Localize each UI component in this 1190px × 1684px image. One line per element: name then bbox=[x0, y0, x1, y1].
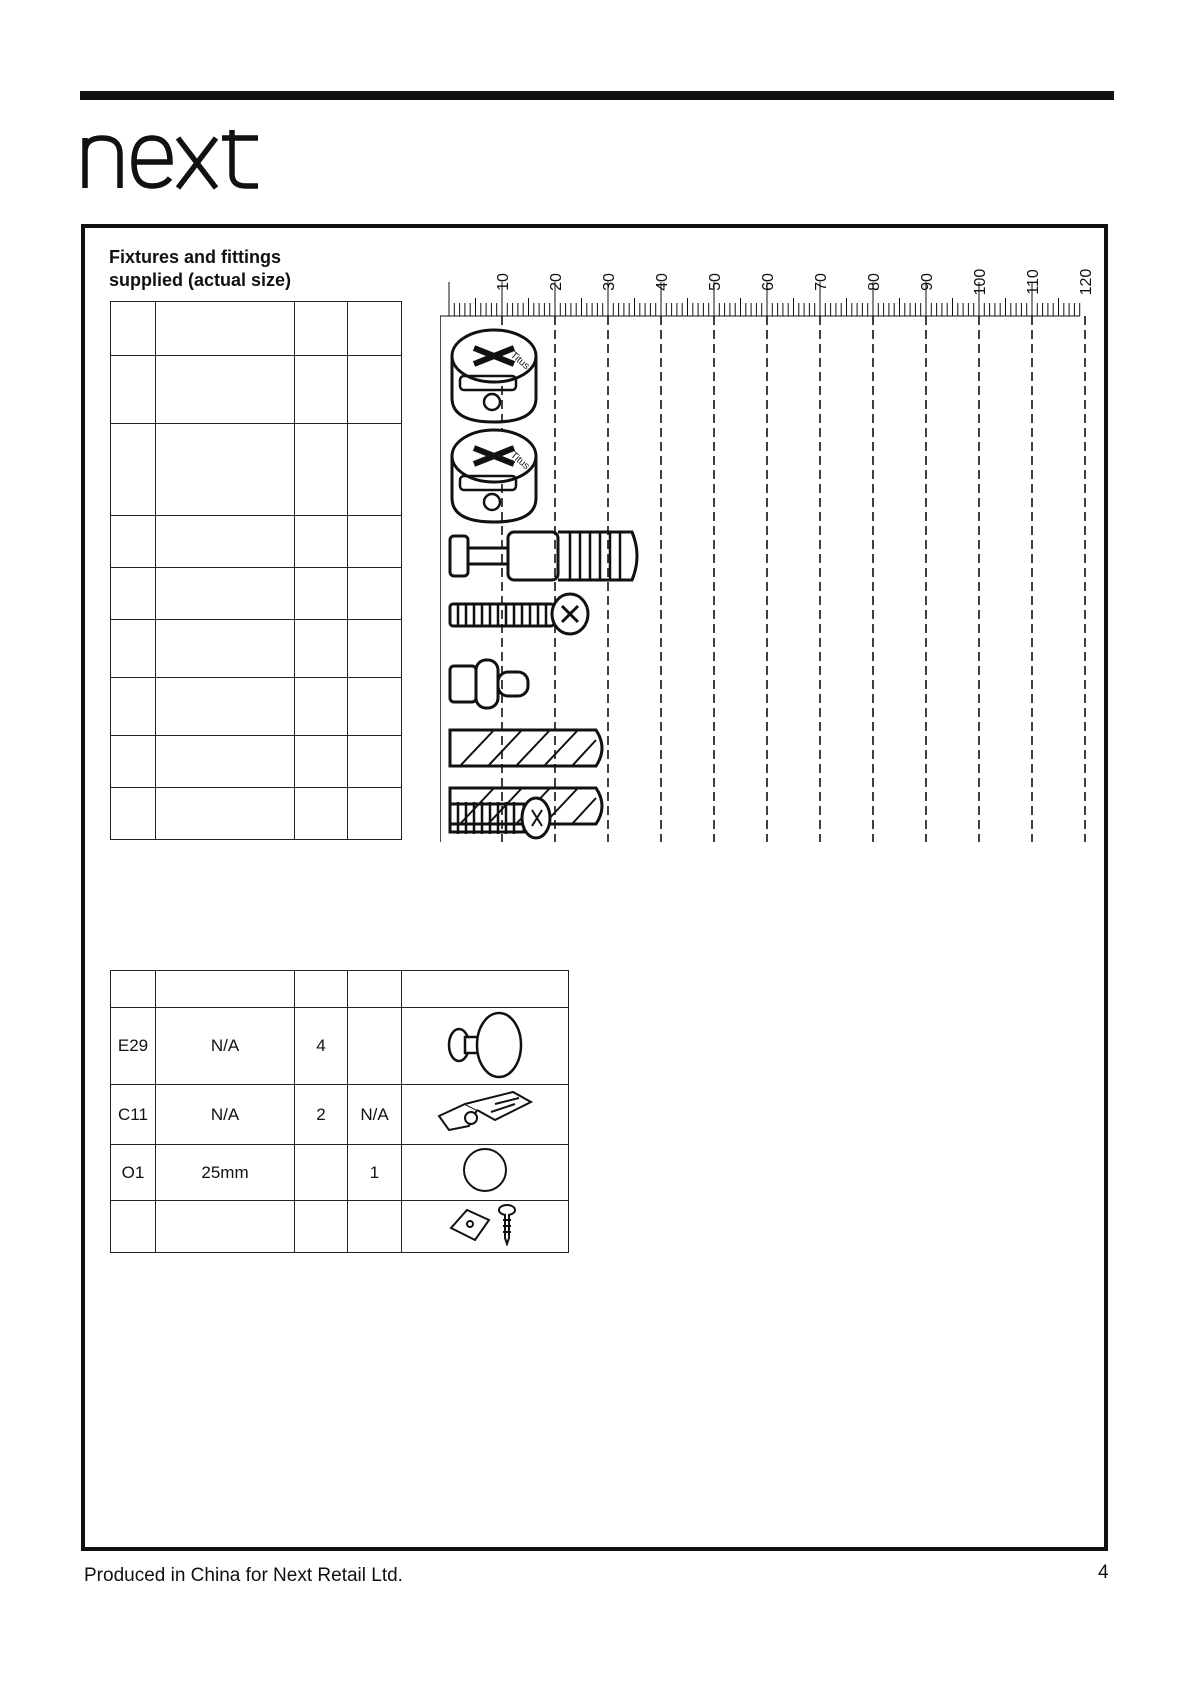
cell-size: N/A bbox=[156, 1085, 295, 1145]
ruler-label: 60 bbox=[760, 273, 777, 291]
cell-qty: 2 bbox=[295, 1085, 348, 1145]
cell-qty bbox=[295, 1145, 348, 1201]
cell-qty bbox=[295, 424, 348, 516]
cell-code bbox=[111, 568, 156, 620]
cell-qty bbox=[295, 568, 348, 620]
cell-qty bbox=[295, 788, 348, 840]
cell-size bbox=[156, 516, 295, 568]
cam-lock-icon bbox=[452, 330, 536, 422]
fixtures-heading bbox=[109, 246, 291, 292]
cell-size bbox=[156, 678, 295, 736]
ruler-label: 70 bbox=[813, 273, 830, 291]
connecting-bolt-icon bbox=[450, 532, 637, 580]
cell-qty bbox=[295, 620, 348, 678]
cell-size bbox=[156, 1201, 295, 1253]
cell-extra bbox=[348, 302, 402, 356]
cell-code bbox=[111, 971, 156, 1008]
footer-credit: Produced in China for Next Retail Ltd. bbox=[84, 1565, 403, 1586]
cell-size bbox=[156, 302, 295, 356]
svg-text:Titus: Titus bbox=[508, 349, 532, 372]
ruler-label: 20 bbox=[548, 273, 565, 291]
hinge-icon bbox=[435, 1086, 535, 1138]
cell-qty bbox=[295, 516, 348, 568]
table-row bbox=[111, 356, 402, 424]
cell-code bbox=[111, 620, 156, 678]
ruler-label: 100 bbox=[972, 268, 989, 296]
cell-code: O1 bbox=[111, 1145, 156, 1201]
ruler-label: 80 bbox=[866, 273, 883, 291]
cell-extra bbox=[348, 788, 402, 840]
cell-size bbox=[156, 356, 295, 424]
cell-extra bbox=[348, 516, 402, 568]
cam-lock-icon bbox=[452, 430, 536, 522]
cell-picture bbox=[402, 1008, 569, 1085]
cell-extra bbox=[348, 971, 402, 1008]
cell-extra bbox=[348, 620, 402, 678]
cell-picture bbox=[402, 1201, 569, 1253]
top-rule bbox=[80, 91, 1114, 100]
table-row bbox=[111, 1145, 569, 1201]
table-row bbox=[111, 1008, 569, 1085]
cell-picture bbox=[402, 971, 569, 1008]
cell-picture bbox=[402, 1085, 569, 1145]
machine-screw-icon bbox=[450, 594, 588, 634]
cell-extra bbox=[348, 1008, 402, 1085]
cell-code bbox=[111, 356, 156, 424]
knob-icon bbox=[445, 1009, 525, 1079]
table-row bbox=[111, 1085, 569, 1145]
cover-cap-icon bbox=[460, 1145, 510, 1195]
wooden-dowel-icon bbox=[450, 730, 602, 766]
cell-picture bbox=[402, 1145, 569, 1201]
table-row bbox=[111, 788, 402, 840]
cell-extra: 1 bbox=[348, 1145, 402, 1201]
cell-size bbox=[156, 568, 295, 620]
table-row bbox=[111, 678, 402, 736]
cell-extra bbox=[348, 1201, 402, 1253]
cell-size: N/A bbox=[156, 1008, 295, 1085]
cell-qty bbox=[295, 356, 348, 424]
table-row bbox=[111, 1201, 569, 1253]
euro-screw-icon bbox=[446, 794, 556, 842]
ruler-label: 40 bbox=[654, 273, 671, 291]
heading-line-1: Fixtures and fittings bbox=[109, 247, 282, 267]
ruler-label: 30 bbox=[601, 273, 618, 291]
logo-text: next bbox=[82, 130, 84, 131]
table-row bbox=[111, 516, 402, 568]
cell-size bbox=[156, 736, 295, 788]
cell-qty bbox=[295, 971, 348, 1008]
cell-code bbox=[111, 788, 156, 840]
fittings-drawings bbox=[446, 326, 646, 846]
ruler-label: 120 bbox=[1078, 268, 1095, 296]
table-row bbox=[111, 568, 402, 620]
table-row bbox=[111, 302, 402, 356]
ruler-label: 90 bbox=[919, 273, 936, 291]
cell-code: C11 bbox=[111, 1085, 156, 1145]
cell-size bbox=[156, 424, 295, 516]
cell-qty bbox=[295, 678, 348, 736]
cell-size bbox=[156, 971, 295, 1008]
cell-extra bbox=[348, 568, 402, 620]
cell-extra bbox=[348, 736, 402, 788]
cell-code bbox=[111, 424, 156, 516]
hinge-plate-screw-icon bbox=[445, 1202, 525, 1246]
cell-extra bbox=[348, 678, 402, 736]
heading-line-2: supplied (actual size) bbox=[109, 270, 292, 290]
cell-qty bbox=[295, 1201, 348, 1253]
table-row bbox=[111, 424, 402, 516]
svg-text:Titus: Titus bbox=[508, 449, 532, 472]
table-row bbox=[111, 736, 402, 788]
table-row bbox=[111, 620, 402, 678]
cell-code bbox=[111, 736, 156, 788]
cell-extra bbox=[348, 424, 402, 516]
shelf-pin-icon bbox=[450, 660, 528, 708]
cell-qty bbox=[295, 302, 348, 356]
cell-code bbox=[111, 302, 156, 356]
cell-size bbox=[156, 620, 295, 678]
fittings-table bbox=[110, 301, 402, 840]
table-row bbox=[111, 971, 569, 1008]
cell-qty bbox=[295, 736, 348, 788]
cell-extra: N/A bbox=[348, 1085, 402, 1145]
page-number: 4 bbox=[1098, 1562, 1109, 1583]
ruler-label: 50 bbox=[707, 273, 724, 291]
cell-code bbox=[111, 516, 156, 568]
ruler-label: 10 bbox=[495, 273, 512, 291]
cell-size: 25mm bbox=[156, 1145, 295, 1201]
cell-code bbox=[111, 678, 156, 736]
cell-size bbox=[156, 788, 295, 840]
ruler-label: 110 bbox=[1025, 269, 1042, 295]
cell-extra bbox=[348, 356, 402, 424]
parts-table bbox=[110, 970, 569, 1253]
cell-qty: 4 bbox=[295, 1008, 348, 1085]
cell-code: E29 bbox=[111, 1008, 156, 1085]
next-logo bbox=[82, 130, 282, 190]
cell-code bbox=[111, 1201, 156, 1253]
